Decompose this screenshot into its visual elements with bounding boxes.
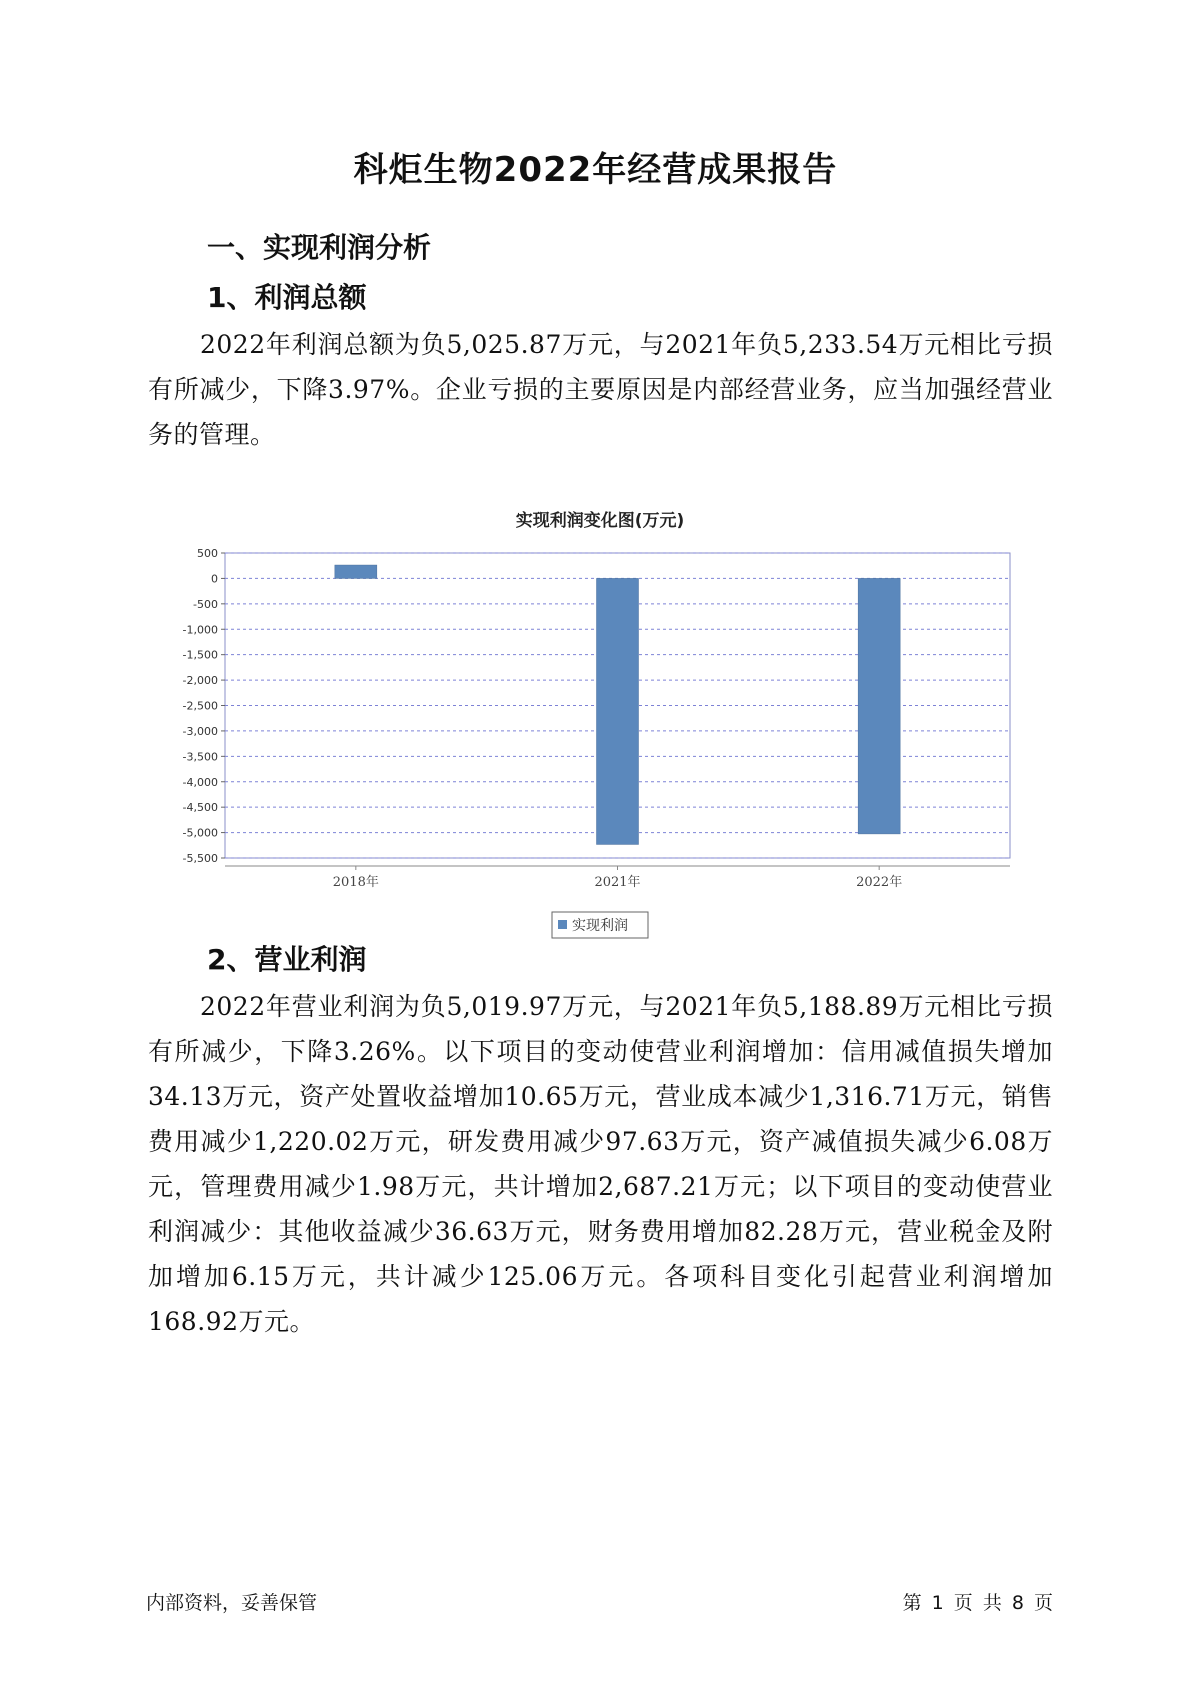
x-tick-label: 2022年	[856, 875, 903, 890]
y-tick-label: -500	[193, 597, 218, 611]
bar	[335, 565, 377, 578]
footer-confidential-note: 内部资料，妥善保管	[146, 1592, 318, 1614]
y-tick-label: -1,000	[182, 623, 218, 637]
section-heading: 一、实现利润分析	[207, 231, 432, 264]
profit-bar-chart	[180, 500, 1020, 960]
y-tick-label: 500	[197, 547, 218, 560]
subsection-heading-operating-profit: 2、营业利润	[207, 943, 367, 976]
legend-swatch	[558, 920, 567, 929]
bar	[858, 578, 900, 833]
y-tick-label: -5,000	[182, 826, 218, 840]
y-tick-label: -2,500	[182, 699, 218, 713]
y-tick-label: -4,500	[182, 801, 218, 815]
legend-label: 实现利润	[572, 918, 628, 934]
paragraph-profit-total: 2022年利润总额为负5,025.87万元，与2021年负5,233.54万元相比亏损有所减少，下降3.97%。企业亏损的主要原因是内部经营业务，应当加强经营业务的管理。	[148, 330, 1053, 449]
page-title: 科炬生物2022年经营成果报告	[353, 150, 838, 190]
y-tick-label: -5,500	[182, 852, 218, 865]
profit-chart	[180, 500, 1020, 960]
chart-title: 实现利润变化图(万元)	[515, 511, 685, 531]
y-tick-label: 0	[211, 572, 218, 586]
y-tick-label: -4,000	[182, 775, 218, 789]
paragraph-operating-profit: 2022年营业利润为负5,019.97万元，与2021年负5,188.89万元相比亏损有所减少，下降3.26%。以下项目的变动使营业利润增加：信用减值损失增加34.13万元，资产处置收益增加10.65万元，营业成本减少1,316.71万元，销售费用减少1,220.02万元，研发费用减少97.63万元，资产减值损失减少6.08万元，管理费用减少1.98万元，共计增加2,687.21万元；以下项目的变动使营业利润减少：其他收益减少36.63万元，财务费用增加82.28万元，营业税金及附加增加6.15万元，共计减少125.06万元。各项科目变化引起营业利润增加168.92万元。	[148, 992, 1053, 1336]
subsection-heading-profit-total: 1、利润总额	[207, 281, 367, 314]
bar	[597, 578, 639, 844]
x-tick-label: 2018年	[332, 875, 379, 890]
footer-page-number: 第 1 页 共 8 页	[902, 1592, 1053, 1614]
y-tick-label: -3,000	[182, 724, 218, 738]
y-tick-label: -2,000	[182, 674, 218, 688]
y-tick-label: -3,500	[182, 750, 218, 764]
x-tick-label: 2021年	[594, 875, 641, 890]
y-tick-label: -1,500	[182, 648, 218, 662]
